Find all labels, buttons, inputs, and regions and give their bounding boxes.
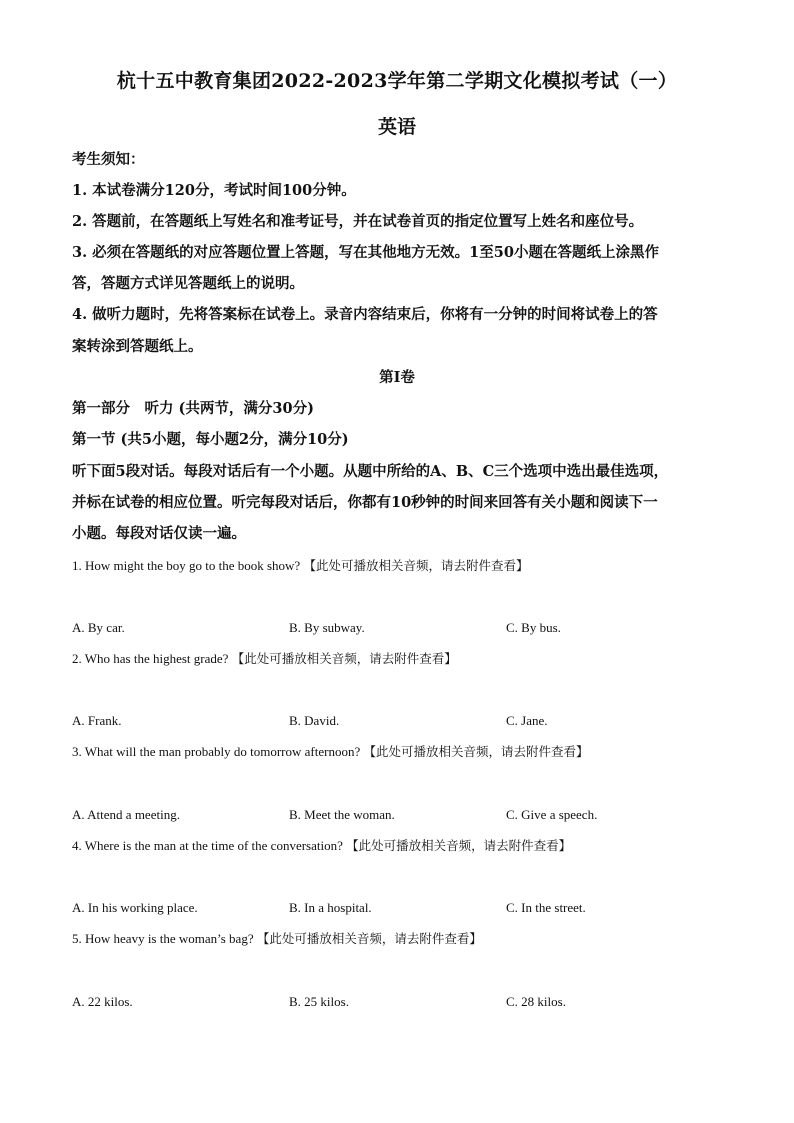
question-2-option-a: A. Frank. xyxy=(72,713,122,728)
volume-label: 第I卷 xyxy=(379,369,415,386)
question-1-option-a: A. By car. xyxy=(72,620,125,635)
audio-note[interactable]: 【此处可播放相关音频，请去附件查看】 xyxy=(231,651,457,666)
instruction-line-3: 小题。每段对话仅读一遍。 xyxy=(72,525,246,542)
question-2-option-c: C. Jane. xyxy=(506,713,548,728)
question-3-option-c: C. Give a speech. xyxy=(506,807,598,822)
question-1-option-b: B. By subway. xyxy=(289,620,365,635)
question-1-option-c: C. By bus. xyxy=(506,620,561,635)
question-4-option-b: B. In a hospital. xyxy=(289,900,372,915)
question-5 xyxy=(72,930,722,948)
audio-note[interactable]: 【此处可播放相关音频，请去附件查看】 xyxy=(303,558,529,573)
question-3 xyxy=(72,743,722,761)
question-stem: 4. Where is the man at the time of the conversation? xyxy=(72,838,343,853)
question-4 xyxy=(72,837,722,855)
audio-note[interactable]: 【此处可播放相关音频，请去附件查看】 xyxy=(363,744,589,759)
exam-title: 杭十五中教育集团2022-2023学年第二学期文化模拟考试（一） xyxy=(116,70,678,92)
question-4-option-c: C. In the street. xyxy=(506,900,586,915)
question-2-option-b: B. David. xyxy=(289,713,340,728)
question-5-option-a: A. 22 kilos. xyxy=(72,994,133,1009)
notice-line-1: 1. 本试卷满分120分，考试时间100分钟。 xyxy=(72,182,356,199)
question-stem: 2. Who has the highest grade? xyxy=(72,651,229,666)
notice-line-4-cont: 案转涂到答题纸上。 xyxy=(72,338,203,355)
part-title: 第一部分 听力 (共两节，满分30分) xyxy=(72,400,314,417)
question-2 xyxy=(72,650,722,668)
audio-note[interactable]: 【此处可播放相关音频，请去附件查看】 xyxy=(346,838,572,853)
subject-title: 英语 xyxy=(377,116,416,138)
question-5-option-c: C. 28 kilos. xyxy=(506,994,566,1009)
question-4-option-a: A. In his working place. xyxy=(72,900,198,915)
notice-line-2: 2. 答题前，在答题纸上写姓名和准考证号，并在试卷首页的指定位置写上姓名和座位号。 xyxy=(72,213,644,230)
instruction-line-1: 听下面5段对话。每段对话后有一个小题。从题中所给的A、B、C三个选项中选出最佳选项， xyxy=(72,463,669,480)
question-3-option-a: A. Attend a meeting. xyxy=(72,807,180,822)
question-5-option-b: B. 25 kilos. xyxy=(289,994,349,1009)
instruction-line-2: 并标在试卷的相应位置。听完每段对话后，你都有10秒钟的时间来回答有关小题和阅读下一 xyxy=(72,494,658,511)
question-1 xyxy=(72,557,722,575)
notice-line-4: 4. 做听力题时，先将答案标在试卷上。录音内容结束后，你将有一分钟的时间将试卷上的答 xyxy=(72,306,658,323)
notice-heading: 考生须知： xyxy=(72,151,145,168)
section-title: 第一节 (共5小题，每小题2分，满分10分) xyxy=(72,431,349,448)
notice-line-3: 3. 必须在答题纸的对应答题位置上答题，写在其他地方无效。1至50小题在答题纸上涂黑作 xyxy=(72,244,659,261)
question-stem: 1. How might the boy go to the book show? xyxy=(72,558,301,573)
question-stem: 5. How heavy is the woman’s bag? xyxy=(72,931,254,946)
question-3-option-b: B. Meet the woman. xyxy=(289,807,395,822)
audio-note[interactable]: 【此处可播放相关音频，请去附件查看】 xyxy=(256,931,482,946)
question-stem: 3. What will the man probably do tomorrow afternoon? xyxy=(72,744,361,759)
notice-line-3-cont: 答，答题方式详见答题纸上的说明。 xyxy=(72,275,304,292)
